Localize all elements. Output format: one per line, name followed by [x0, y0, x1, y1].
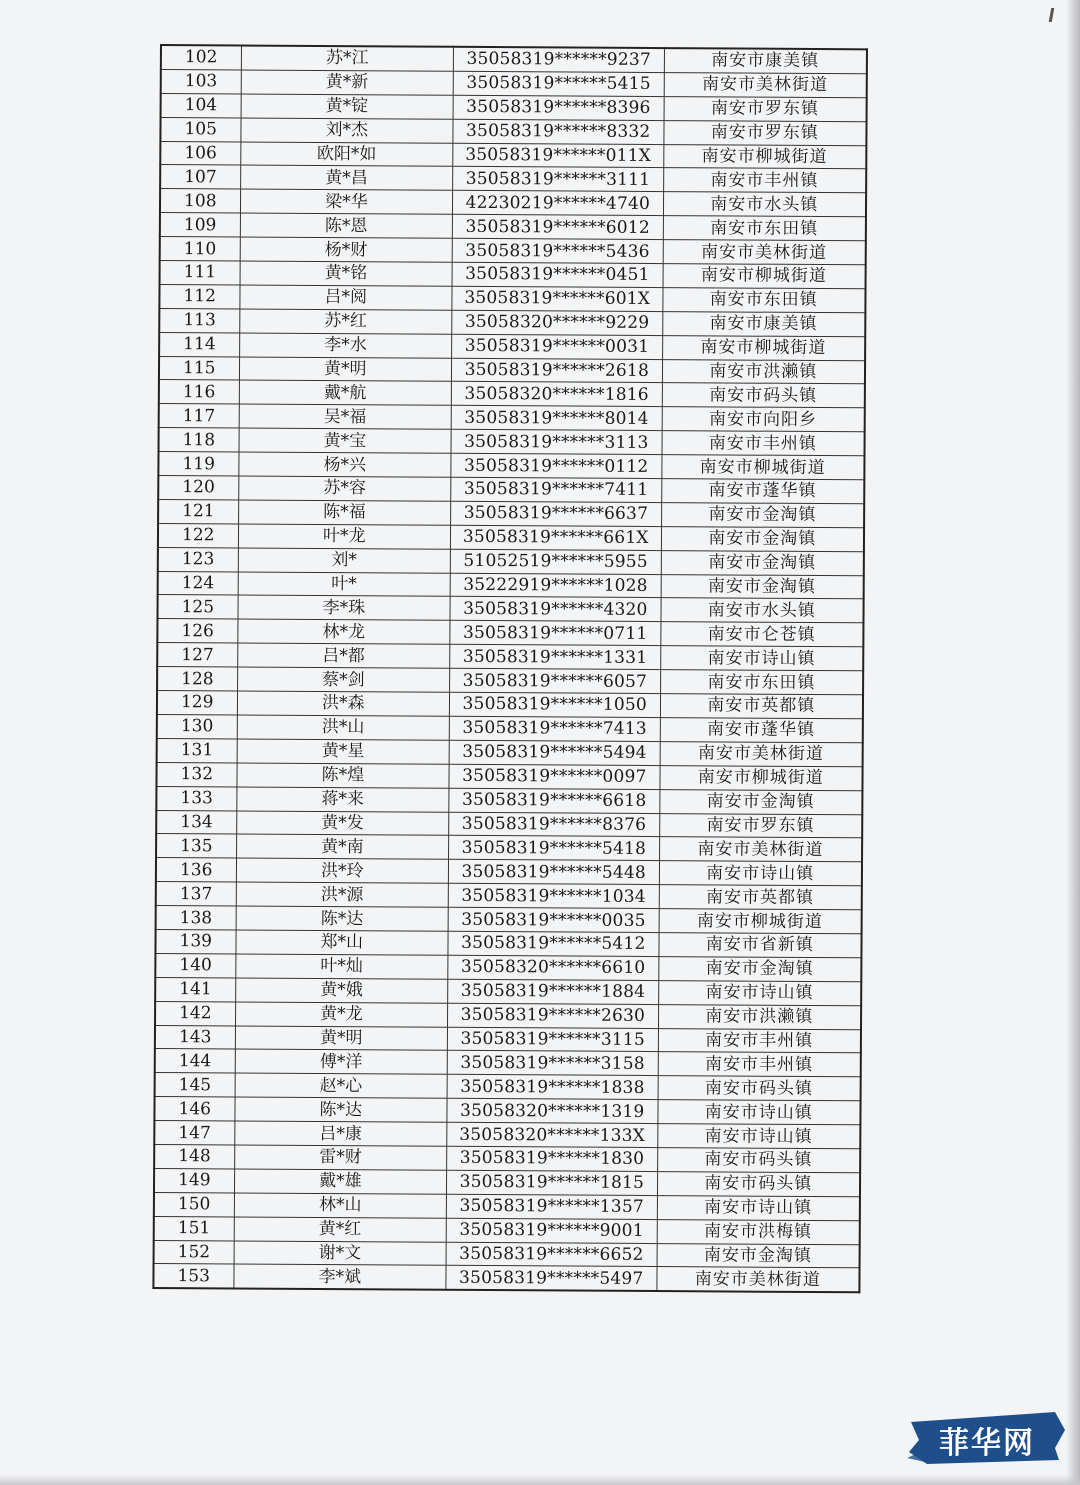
person-name-cell: 黄*南	[236, 834, 449, 859]
id-number-cell: 35058319******6012	[452, 215, 663, 240]
person-name-cell: 吕*康	[234, 1121, 447, 1146]
row-number-cell: 112	[159, 284, 239, 308]
row-number-cell: 151	[154, 1216, 234, 1240]
row-number-cell: 126	[157, 619, 237, 643]
person-name-cell: 林*龙	[237, 619, 450, 644]
row-number-cell: 113	[159, 308, 239, 332]
person-name-cell: 黄*发	[236, 810, 449, 835]
row-number-cell: 134	[156, 810, 236, 834]
id-number-cell: 35058319******8376	[449, 812, 660, 837]
location-cell: 南安市诗山镇	[659, 861, 862, 886]
id-number-cell: 42230219******4740	[453, 191, 664, 216]
person-name-cell: 吕*都	[237, 643, 450, 668]
location-cell: 南安市诗山镇	[657, 1195, 860, 1220]
id-number-cell: 35058319******6637	[451, 501, 662, 526]
location-cell: 南安市金淘镇	[661, 574, 864, 599]
person-name-cell: 雷*财	[234, 1145, 447, 1170]
id-number-cell: 35058319******1050	[449, 692, 660, 717]
location-cell: 南安市柳城街道	[662, 335, 865, 360]
person-name-cell: 陈*达	[234, 1097, 447, 1122]
person-name-cell: 刘*	[238, 548, 451, 573]
location-cell: 南安市洪濑镇	[662, 359, 865, 384]
location-cell: 南安市英都镇	[659, 885, 862, 910]
page-edge-shadow	[1066, 0, 1080, 1485]
location-cell: 南安市美林街道	[656, 1267, 859, 1293]
row-number-cell: 152	[154, 1240, 234, 1264]
person-name-cell: 黄*昌	[240, 165, 453, 190]
person-name-cell: 黄*锭	[241, 94, 454, 119]
row-number-cell: 120	[158, 476, 238, 500]
row-number-cell: 144	[155, 1049, 235, 1073]
person-name-cell: 吕*阅	[239, 285, 452, 310]
location-cell: 南安市丰州镇	[658, 1028, 861, 1053]
row-number-cell: 139	[155, 929, 235, 953]
location-cell: 南安市水头镇	[663, 192, 866, 217]
row-number-cell: 150	[154, 1192, 234, 1216]
location-cell: 南安市东田镇	[662, 287, 865, 312]
id-number-cell: 35058320******1816	[451, 382, 662, 407]
location-cell: 南安市蓬华镇	[660, 718, 863, 743]
row-number-cell: 133	[156, 786, 236, 810]
row-number-cell: 149	[154, 1168, 234, 1192]
row-number-cell: 136	[156, 858, 236, 882]
id-number-cell: 35058319******8014	[451, 406, 662, 431]
row-number-cell: 102	[161, 45, 241, 70]
id-number-cell: 35058319******4320	[450, 597, 661, 622]
row-number-cell: 114	[159, 332, 239, 356]
id-number-cell: 35058320******1319	[447, 1098, 658, 1123]
location-cell: 南安市码头镇	[662, 383, 865, 408]
person-name-cell: 李*水	[239, 333, 452, 358]
location-cell: 南安市罗东镇	[659, 813, 862, 838]
table-row	[153, 1264, 859, 1293]
location-cell: 南安市柳城街道	[663, 264, 866, 289]
person-name-cell: 陈*达	[236, 906, 449, 931]
roster-table	[152, 44, 868, 1294]
id-number-cell: 35058320******6610	[448, 955, 659, 980]
row-number-cell: 110	[160, 237, 240, 261]
person-name-cell: 叶*	[238, 572, 451, 597]
id-number-cell: 35058319******5415	[453, 71, 664, 96]
location-cell: 南安市诗山镇	[657, 1100, 860, 1125]
person-name-cell: 赵*心	[235, 1073, 448, 1098]
location-cell: 南安市仑苍镇	[660, 622, 863, 647]
location-cell: 南安市丰州镇	[663, 168, 866, 193]
person-name-cell: 蔡*剑	[237, 667, 450, 692]
id-number-cell: 35058319******1331	[450, 645, 661, 670]
row-number-cell: 137	[156, 882, 236, 906]
location-cell: 南安市金淘镇	[661, 550, 864, 575]
id-number-cell: 35058319******0035	[448, 907, 659, 932]
row-number-cell: 131	[157, 738, 237, 762]
roster-body	[153, 45, 867, 1293]
location-cell: 南安市罗东镇	[663, 120, 866, 145]
page-bottom-shadow	[0, 1475, 1080, 1485]
id-number-cell: 35058319******011X	[453, 143, 664, 168]
location-cell: 南安市码头镇	[657, 1171, 860, 1196]
row-number-cell: 142	[155, 1001, 235, 1025]
id-number-cell: 35058319******6652	[446, 1242, 657, 1267]
location-cell: 南安市美林街道	[659, 837, 862, 862]
id-number-cell: 35058319******7413	[449, 716, 660, 741]
row-number-cell: 128	[157, 667, 237, 691]
person-name-cell: 杨*财	[240, 237, 453, 262]
location-cell: 南安市金淘镇	[661, 502, 864, 527]
location-cell: 南安市金淘镇	[658, 956, 861, 981]
location-cell: 南安市美林街道	[663, 240, 866, 265]
person-name-cell: 陈*煌	[237, 763, 450, 788]
id-number-cell: 35058319******1830	[447, 1146, 658, 1171]
id-number-cell: 35058319******0112	[451, 453, 662, 478]
row-number-cell: 140	[155, 953, 235, 977]
person-name-cell: 洪*森	[237, 691, 450, 716]
person-name-cell: 李*珠	[238, 595, 451, 620]
id-number-cell: 35058319******3158	[447, 1051, 658, 1076]
person-name-cell: 李*斌	[233, 1264, 446, 1290]
location-cell: 南安市东田镇	[660, 670, 863, 695]
id-number-cell: 35058319******1357	[446, 1194, 657, 1219]
row-number-cell: 105	[160, 117, 240, 141]
id-number-cell: 35058319******8332	[453, 119, 664, 144]
person-name-cell: 叶*龙	[238, 524, 451, 549]
row-number-cell: 111	[160, 261, 240, 285]
person-name-cell: 傅*洋	[235, 1049, 448, 1074]
person-name-cell: 洪*玲	[236, 858, 449, 883]
person-name-cell: 杨*兴	[238, 452, 451, 477]
location-cell: 南安市向阳乡	[662, 407, 865, 432]
id-number-cell: 35058319******0031	[452, 334, 663, 359]
person-name-cell: 蒋*来	[236, 787, 449, 812]
id-number-cell: 35058319******0097	[449, 764, 660, 789]
person-name-cell: 欧阳*如	[240, 142, 453, 167]
location-cell: 南安市美林街道	[660, 741, 863, 766]
person-name-cell: 谢*文	[234, 1241, 447, 1266]
watermark-logo	[905, 1408, 1067, 1468]
person-name-cell: 黄*宝	[239, 428, 452, 453]
id-number-cell: 35058320******133X	[447, 1122, 658, 1147]
person-name-cell: 苏*红	[239, 309, 452, 334]
person-name-cell: 陈*恩	[240, 213, 453, 238]
row-number-cell: 135	[156, 834, 236, 858]
person-name-cell: 黄*铭	[240, 261, 453, 286]
id-number-cell: 35058319******6618	[449, 788, 660, 813]
id-number-cell: 35058319******3111	[453, 167, 664, 192]
id-number-cell: 35058319******5497	[446, 1266, 657, 1292]
person-name-cell: 黄*娥	[235, 978, 448, 1003]
location-cell: 南安市柳城街道	[660, 765, 863, 790]
location-cell: 南安市柳城街道	[661, 455, 864, 480]
person-name-cell: 苏*江	[241, 45, 454, 71]
row-number-cell: 143	[155, 1025, 235, 1049]
row-number-cell: 109	[160, 213, 240, 237]
id-number-cell: 35058319******5448	[448, 860, 659, 885]
person-name-cell: 林*山	[234, 1193, 447, 1218]
location-cell: 南安市洪梅镇	[657, 1219, 860, 1244]
id-number-cell: 35058319******0711	[450, 621, 661, 646]
row-number-cell: 117	[159, 404, 239, 428]
location-cell: 南安市美林街道	[664, 72, 867, 97]
row-number-cell: 153	[153, 1264, 233, 1289]
person-name-cell: 戴*航	[239, 380, 452, 405]
id-number-cell: 35058319******5436	[452, 238, 663, 263]
person-name-cell: 黄*星	[237, 739, 450, 764]
id-number-cell: 35058319******661X	[450, 525, 661, 550]
person-name-cell: 黄*龙	[235, 1002, 448, 1027]
row-number-cell: 115	[159, 356, 239, 380]
row-number-cell: 130	[157, 714, 237, 738]
scan-mark	[1049, 8, 1054, 22]
location-cell: 南安市罗东镇	[664, 96, 867, 121]
id-number-cell: 35058319******5412	[448, 931, 659, 956]
person-name-cell: 黄*明	[239, 357, 452, 382]
location-cell: 南安市丰州镇	[658, 1052, 861, 1077]
id-number-cell: 35058319******6057	[450, 668, 661, 693]
row-number-cell: 148	[154, 1144, 234, 1168]
id-number-cell: 35058319******9001	[446, 1218, 657, 1243]
row-number-cell: 124	[158, 571, 238, 595]
location-cell: 南安市柳城街道	[659, 909, 862, 934]
location-cell: 南安市洪濑镇	[658, 1004, 861, 1029]
person-name-cell: 黄*红	[234, 1217, 447, 1242]
location-cell: 南安市东田镇	[663, 216, 866, 241]
id-number-cell: 35058319******601X	[452, 286, 663, 311]
row-number-cell: 116	[159, 380, 239, 404]
location-cell: 南安市金淘镇	[661, 526, 864, 551]
person-name-cell: 郑*山	[236, 930, 449, 955]
location-cell: 南安市柳城街道	[663, 144, 866, 169]
location-cell: 南安市英都镇	[660, 694, 863, 719]
id-number-cell: 35058319******8396	[453, 95, 664, 120]
row-number-cell: 129	[157, 691, 237, 715]
person-name-cell: 刘*杰	[240, 118, 453, 143]
row-number-cell: 145	[155, 1073, 235, 1097]
location-cell: 南安市水头镇	[661, 598, 864, 623]
row-number-cell: 119	[158, 452, 238, 476]
id-number-cell: 35058319******3113	[451, 430, 662, 455]
person-name-cell: 洪*山	[237, 715, 450, 740]
location-cell: 南安市康美镇	[664, 48, 867, 74]
location-cell: 南安市丰州镇	[662, 431, 865, 456]
row-number-cell: 125	[157, 595, 237, 619]
row-number-cell: 104	[161, 93, 241, 117]
row-number-cell: 103	[161, 69, 241, 93]
person-name-cell: 戴*雄	[234, 1169, 447, 1194]
row-number-cell: 141	[155, 977, 235, 1001]
id-number-cell: 35058319******9237	[453, 47, 664, 73]
person-name-cell: 梁*华	[240, 189, 453, 214]
location-cell: 南安市蓬华镇	[661, 479, 864, 504]
watermark-text: 菲华网	[939, 1426, 1035, 1461]
id-number-cell: 35058319******2618	[452, 358, 663, 383]
row-number-cell: 107	[160, 165, 240, 189]
location-cell: 南安市金淘镇	[657, 1243, 860, 1268]
location-cell: 南安市诗山镇	[658, 980, 861, 1005]
row-number-cell: 118	[159, 428, 239, 452]
id-number-cell: 35058319******7411	[451, 477, 662, 502]
id-number-cell: 51052519******5955	[450, 549, 661, 574]
id-number-cell: 35058319******5418	[449, 836, 660, 861]
person-name-cell: 洪*源	[236, 882, 449, 907]
person-name-cell: 陈*福	[238, 500, 451, 525]
id-number-cell: 35058320******9229	[452, 310, 663, 335]
row-number-cell: 127	[157, 643, 237, 667]
row-number-cell: 138	[156, 906, 236, 930]
location-cell: 南安市省新镇	[658, 933, 861, 958]
location-cell: 南安市码头镇	[657, 1148, 860, 1173]
location-cell: 南安市金淘镇	[659, 789, 862, 814]
location-cell: 南安市康美镇	[662, 311, 865, 336]
row-number-cell: 108	[160, 189, 240, 213]
row-number-cell: 123	[158, 547, 238, 571]
id-number-cell: 35058319******1034	[448, 883, 659, 908]
person-name-cell: 黄*明	[235, 1025, 448, 1050]
location-cell: 南安市码头镇	[658, 1076, 861, 1101]
row-number-cell: 147	[154, 1121, 234, 1145]
row-number-cell: 146	[154, 1097, 234, 1121]
location-cell: 南安市诗山镇	[657, 1124, 860, 1149]
id-number-cell: 35058319******0451	[452, 262, 663, 287]
id-number-cell: 35058319******1884	[448, 979, 659, 1004]
row-number-cell: 121	[158, 499, 238, 523]
row-number-cell: 132	[156, 762, 236, 786]
id-number-cell: 35222919******1028	[450, 573, 661, 598]
row-number-cell: 106	[160, 141, 240, 165]
person-name-cell: 叶*灿	[235, 954, 448, 979]
person-name-cell: 吴*福	[239, 404, 452, 429]
id-number-cell: 35058319******1838	[447, 1075, 658, 1100]
location-cell: 南安市诗山镇	[660, 646, 863, 671]
id-number-cell: 35058319******3115	[447, 1027, 658, 1052]
id-number-cell: 35058319******2630	[448, 1003, 659, 1028]
id-number-cell: 35058319******5494	[449, 740, 660, 765]
person-name-cell: 苏*容	[238, 476, 451, 501]
person-name-cell: 黄*新	[241, 70, 454, 95]
row-number-cell: 122	[158, 523, 238, 547]
id-number-cell: 35058319******1815	[447, 1170, 658, 1195]
